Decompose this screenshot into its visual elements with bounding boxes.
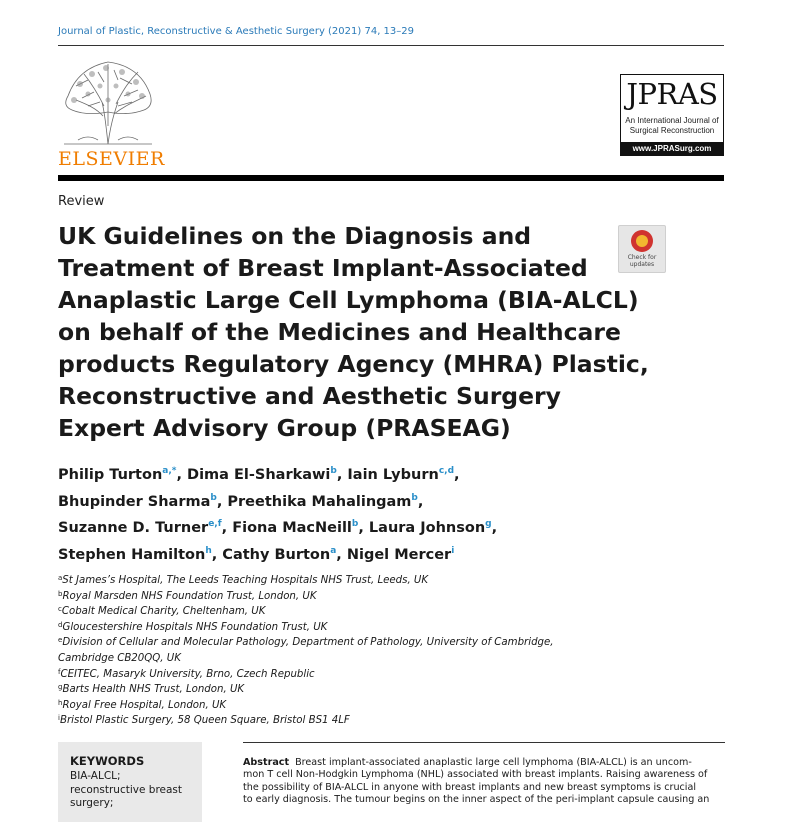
affiliation-text: Cambridge CB20QQ, UK	[58, 652, 181, 664]
masthead-rule	[58, 175, 724, 181]
crossmark-icon	[631, 230, 653, 252]
affiliation-mark: h	[58, 698, 63, 707]
affiliation	[58, 619, 678, 635]
author-affiliation-link[interactable]: b	[411, 492, 418, 503]
journal-logo-subtitle	[621, 116, 723, 136]
affiliation	[58, 681, 678, 697]
author-affiliation-link[interactable]: i	[451, 545, 455, 556]
affiliation	[58, 666, 678, 682]
keywords-heading: KEYWORDS	[70, 754, 145, 768]
affiliation	[58, 634, 678, 650]
author-affiliation-link[interactable]: e,f	[208, 519, 222, 529]
journal-logo-name: JPRAS	[626, 77, 718, 111]
author-name[interactable]: Philip Turton	[58, 467, 163, 483]
crossmark-label-line2: updates	[629, 261, 655, 268]
affiliation	[58, 603, 678, 619]
author-separator: ,	[176, 467, 188, 483]
author-affiliation-link[interactable]: b	[210, 492, 217, 503]
publisher-wordmark: ELSEVIER	[58, 148, 165, 170]
author-separator: ,	[211, 546, 223, 563]
author-affiliation-link[interactable]: h	[205, 545, 212, 556]
author-name[interactable]: Cathy Burton	[222, 546, 331, 563]
author-line	[58, 487, 618, 514]
crossmark-label	[619, 254, 665, 268]
journal-logo-url: www.JPRASurg.com	[621, 142, 723, 155]
author-name[interactable]: Suzanne D. Turner	[58, 520, 209, 536]
abstract-line: mon T cell Non-Hodgkin Lymphoma (NHL) associated with breast implants. Raising awareness of	[243, 769, 708, 781]
keywords-panel	[58, 742, 202, 822]
article-type: Review	[58, 194, 105, 209]
author-separator: ,	[358, 520, 369, 536]
author-separator: ,	[216, 493, 228, 510]
affiliation-text: Gloucestershire Hospitals NHS Foundation Trust, UK	[62, 621, 328, 633]
affiliation	[58, 712, 678, 728]
author-separator: ,	[417, 493, 424, 510]
affiliation-list	[58, 572, 678, 728]
affiliation-mark: d	[58, 620, 63, 629]
affiliation-mark: b	[58, 589, 63, 598]
affiliation	[58, 588, 678, 604]
abstract-line: to early diagnosis. The tumour begins on the inner aspect of the peri-implant capsule causing an	[243, 794, 710, 806]
affiliation-mark: a	[58, 574, 63, 582]
author-affiliation-link[interactable]: b	[330, 466, 337, 476]
affiliation-mark: i	[58, 714, 60, 723]
author-name[interactable]: Preethika Mahalingam	[227, 493, 412, 510]
journal-citation[interactable]: Journal of Plastic, Reconstructive & Aesthetic Surgery (2021) 74, 13–29	[58, 26, 414, 37]
abstract-label: Abstract	[243, 757, 290, 768]
author-line	[58, 540, 618, 567]
affiliation-text: Royal Free Hospital, London, UK	[62, 699, 227, 711]
affiliation-text: Division of Cellular and Molecular Pathology, Department of Pathology, University of Cambridge,	[62, 637, 554, 649]
author-name[interactable]: Nigel Mercer	[346, 546, 452, 563]
crossmark-label-line1: Check for	[627, 254, 657, 261]
abstract-text: Breast implant-associated anaplastic large cell lymphoma (BIA-ALCL) is an uncom-	[295, 757, 692, 768]
author-name[interactable]: Bhupinder Sharma	[58, 493, 211, 510]
title-line: Reconstructive and Aesthetic Surgery	[58, 382, 561, 410]
affiliation-text: Bristol Plastic Surgery, 58 Queen Square, Bristol BS1 4LF	[59, 715, 350, 727]
journal-logo-subtitle-line1: An International Journal of	[625, 116, 719, 125]
affiliation-text: Royal Marsden NHS Foundation Trust, London, UK	[62, 590, 317, 602]
author-separator: ,	[221, 520, 233, 536]
title-line: UK Guidelines on the Diagnosis and	[58, 222, 532, 250]
author-separator: ,	[336, 546, 347, 563]
author-affiliation-link[interactable]: c,d	[438, 466, 455, 476]
author-line	[58, 513, 618, 540]
author-separator: ,	[336, 467, 348, 483]
abstract-rule	[243, 742, 725, 743]
author-separator: ,	[491, 520, 498, 536]
author-name[interactable]: Laura Johnson	[368, 520, 486, 536]
abstract-line: the possibility of BIA-ALCL in anyone with breast implants and new breast symptoms is crucial	[243, 781, 697, 793]
title-line: Expert Advisory Group (PRASEAG)	[58, 414, 511, 442]
author-name[interactable]: Stephen Hamilton	[58, 546, 206, 563]
author-list	[58, 460, 618, 566]
author-affiliation-link[interactable]: a	[330, 545, 337, 556]
author-affiliation-link[interactable]: b	[351, 519, 359, 529]
affiliation-text: CEITEC, Masaryk University, Brno, Czech Republic	[60, 668, 315, 680]
title-line: products Regulatory Agency (MHRA) Plastic,	[58, 350, 649, 378]
author-name[interactable]: Iain Lyburn	[347, 467, 439, 483]
keyword-item: BIA-ALCL;	[70, 770, 121, 782]
journal-logo[interactable]	[620, 74, 724, 156]
affiliation-mark: c	[58, 605, 62, 614]
affiliation-text: St James’s Hospital, The Leeds Teaching Hospitals NHS Trust, Leeds, UK	[62, 575, 429, 586]
abstract-line	[243, 757, 725, 769]
author-line	[58, 460, 618, 487]
author-affiliation-link[interactable]: a,*	[162, 466, 177, 476]
author-affiliation-link[interactable]: g	[485, 519, 492, 529]
keyword-item: reconstructive breast	[70, 783, 183, 796]
affiliation	[58, 650, 678, 666]
title-line: Anaplastic Large Cell Lymphoma (BIA-ALCL)	[58, 286, 639, 314]
title-line: on behalf of the Medicines and Healthcare	[58, 318, 621, 346]
affiliation-mark: e	[58, 636, 63, 645]
elsevier-tree-logo	[58, 56, 158, 148]
title-line: Treatment of Breast Implant-Associated	[58, 254, 588, 282]
author-separator: ,	[454, 467, 460, 483]
affiliation	[58, 572, 678, 588]
author-name[interactable]: Fiona MacNeill	[232, 520, 352, 536]
journal-logo-subtitle-line2: Surgical Reconstruction	[629, 126, 715, 135]
author-name[interactable]: Dima El-Sharkawi	[187, 467, 331, 483]
affiliation	[58, 697, 678, 713]
keywords-list	[70, 770, 198, 811]
check-for-updates-button[interactable]	[618, 225, 666, 273]
affiliation-mark: f	[58, 667, 61, 676]
affiliation-text: Barts Health NHS Trust, London, UK	[62, 684, 245, 696]
affiliation-mark: g	[58, 683, 63, 692]
abstract	[243, 757, 725, 807]
keyword-item: surgery;	[70, 797, 114, 809]
affiliation-text: Cobalt Medical Charity, Cheltenham, UK	[61, 606, 266, 618]
header-rule	[58, 45, 724, 46]
